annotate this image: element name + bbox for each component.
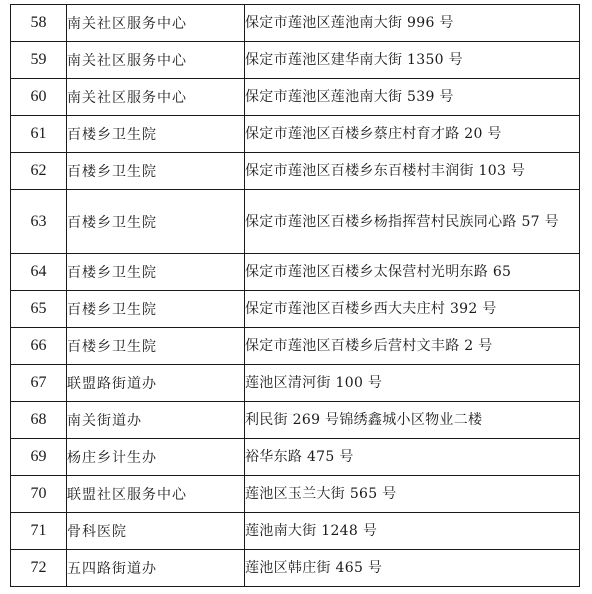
sites-table	[10, 4, 580, 587]
table-row	[11, 439, 580, 476]
site-address: 保定市莲池区百楼乡西大夫庄村 392 号	[245, 291, 580, 328]
site-name: 百楼乡卫生院	[67, 254, 245, 291]
row-number: 71	[11, 513, 67, 550]
site-address: 莲池区韩庄街 465 号	[245, 550, 580, 587]
site-address: 保定市莲池区莲池南大街 539 号	[245, 79, 580, 116]
table-row	[11, 365, 580, 402]
row-number: 61	[11, 116, 67, 153]
row-number: 62	[11, 153, 67, 190]
site-name: 南关社区服务中心	[67, 79, 245, 116]
site-name: 百楼乡卫生院	[67, 291, 245, 328]
row-number: 58	[11, 5, 67, 42]
site-address: 保定市莲池区莲池南大街 996 号	[245, 5, 580, 42]
table-row	[11, 476, 580, 513]
site-name: 百楼乡卫生院	[67, 328, 245, 365]
site-name: 百楼乡卫生院	[67, 153, 245, 190]
row-number: 68	[11, 402, 67, 439]
site-name: 南关街道办	[67, 402, 245, 439]
site-address: 保定市莲池区百楼乡蔡庄村育才路 20 号	[245, 116, 580, 153]
table-row	[11, 550, 580, 587]
site-address: 莲池区清河街 100 号	[245, 365, 580, 402]
table-row	[11, 153, 580, 190]
table-row	[11, 190, 580, 254]
site-address: 保定市莲池区百楼乡后营村文丰路 2 号	[245, 328, 580, 365]
site-name: 南关社区服务中心	[67, 42, 245, 79]
site-name: 杨庄乡计生办	[67, 439, 245, 476]
site-address: 保定市莲池区建华南大街 1350 号	[245, 42, 580, 79]
site-address: 利民街 269 号锦绣鑫城小区物业二楼	[245, 402, 580, 439]
row-number: 64	[11, 254, 67, 291]
table-row	[11, 328, 580, 365]
row-number: 59	[11, 42, 67, 79]
table-row	[11, 513, 580, 550]
site-name: 联盟社区服务中心	[67, 476, 245, 513]
site-name: 百楼乡卫生院	[67, 190, 245, 254]
table-row	[11, 291, 580, 328]
row-number: 60	[11, 79, 67, 116]
site-address: 保定市莲池区百楼乡太保营村光明东路 65	[245, 254, 580, 291]
table-row	[11, 402, 580, 439]
table-row	[11, 254, 580, 291]
row-number: 65	[11, 291, 67, 328]
row-number: 67	[11, 365, 67, 402]
table-row	[11, 42, 580, 79]
table-row	[11, 5, 580, 42]
site-name: 百楼乡卫生院	[67, 116, 245, 153]
row-number: 66	[11, 328, 67, 365]
row-number: 63	[11, 190, 67, 254]
site-address: 保定市莲池区百楼乡杨指挥营村民族同心路 57 号	[245, 190, 580, 254]
site-name: 联盟路街道办	[67, 365, 245, 402]
site-name: 南关社区服务中心	[67, 5, 245, 42]
row-number: 70	[11, 476, 67, 513]
table-row	[11, 79, 580, 116]
table-row	[11, 116, 580, 153]
row-number: 72	[11, 550, 67, 587]
site-address: 莲池南大街 1248 号	[245, 513, 580, 550]
site-name: 骨科医院	[67, 513, 245, 550]
site-address: 保定市莲池区百楼乡东百楼村丰润街 103 号	[245, 153, 580, 190]
site-address: 莲池区玉兰大街 565 号	[245, 476, 580, 513]
site-address: 裕华东路 475 号	[245, 439, 580, 476]
site-name: 五四路街道办	[67, 550, 245, 587]
row-number: 69	[11, 439, 67, 476]
